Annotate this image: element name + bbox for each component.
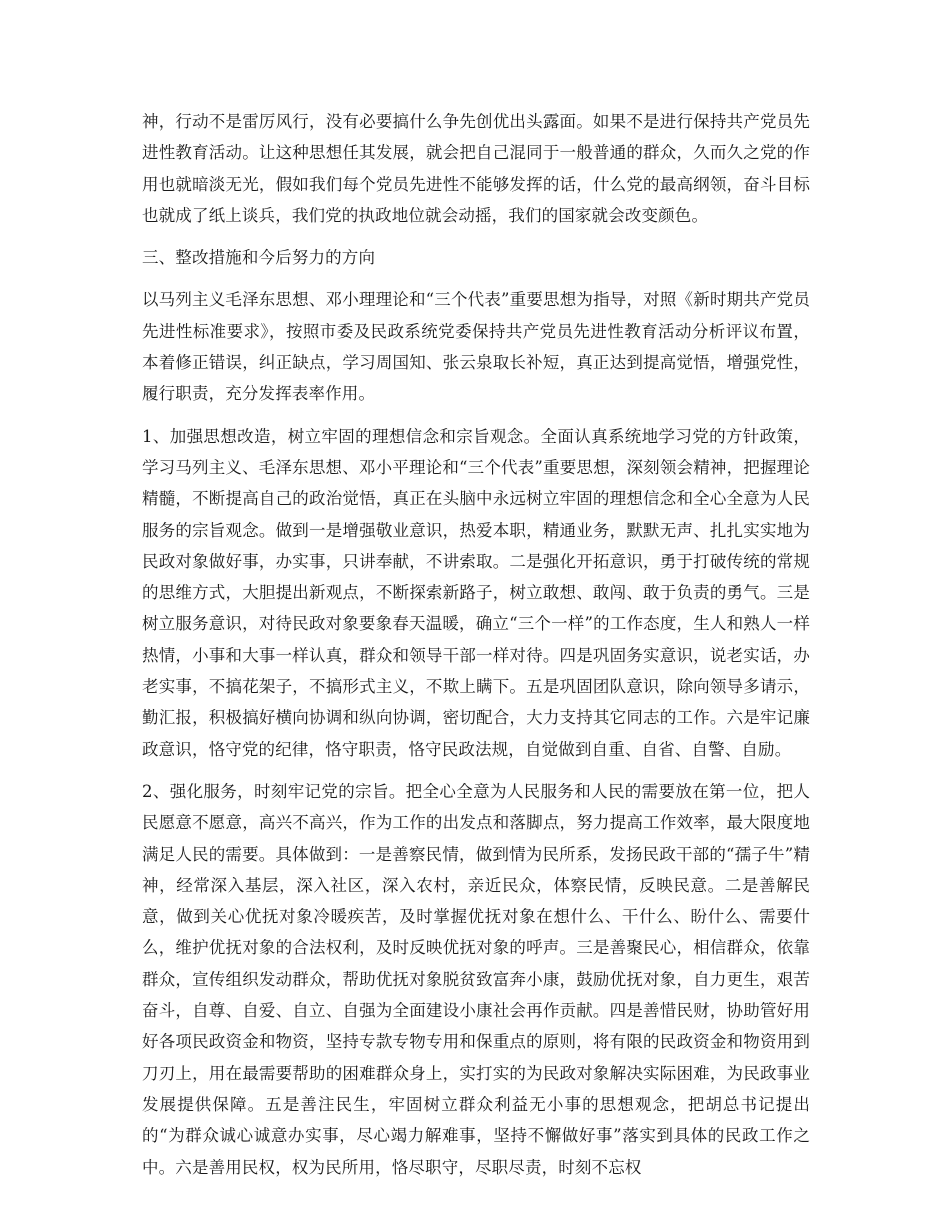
section-heading: 三、整改措施和今后努力的方向 xyxy=(142,248,376,268)
paragraph-measure-2: 2、强化服务，时刻牢记党的宗旨。把全心全意为人民服务和人民的需要放在第一位，把人民愿意不愿意，高兴不高兴，作为工作的出发点和落脚点，努力提高工作效率，最大限度地满足人民的需要。具体做到：一是善察民情，做到情为民所系，发扬民政干部的“孺子牛”精神，经常深入基层，深入社区，深入农村，亲近民众，体察民情，反映民意。二是善解民意，做到关心优抚对象冷暖疾苦，及时掌握优抚对象在想什么、干什么、盼什么、需要什么，维护优抚对象的合法权利，及时反映优抚对象的呼声。三是善聚民心，相信群众，依靠群众，宣传组织发动群众，帮助优抚对象脱贫致富奔小康，鼓励优抚对象，自力更生，艰苦奋斗，自尊、自爱、自立、自强为全面建设小康社会再作贡献。四是善惜民财，协助管好用好各项民政资金和物资，坚持专款专物专用和保重点的原则，将有限的民政资金和物资用到刀刃上，用在最需要帮助的困难群众身上，实打实的为民政对象解决实际困难，为民政事业发展提供保障。五是善注民生，牢固树立群众利益无小事的思想观念，把胡总书记提出的“为群众诚心诚意办实事，尽心竭力解难事，坚持不懈做好事”落实到具体的民政工作之中。六是善用民权，权为民所用，恪尽职守，尽职尽责，时刻不忘权 xyxy=(142,781,810,1177)
document-page xyxy=(142,106,810,1194)
paragraph-measure-1: 1、加强思想改造，树立牢固的理想信念和宗旨观念。全面认真系统地学习党的方针政策，学习马列主义、毛泽东思想、邓小平理论和“三个代表”重要思想，深刻领会精神，把握理论精髓，不断提高自己的政治觉悟，真正在头脑中永远树立牢固的理想信念和全心全意为人民服务的宗旨观念。做到一是增强敬业意识，热爱本职，精通业务，默默无声、扎扎实实地为民政对象做好事，办实事，只讲奉献，不讲索取。二是强化开拓意识，勇于打破传统的常规的思维方式，大胆提出新观点，不断探索新路子，树立敢想、敢闯、敢于负责的勇气。三是树立服务意识，对待民政对象要象春天温暖，确立“三个一样”的工作态度，生人和熟人一样热情，小事和大事一样认真，群众和领导干部一样对待。四是巩固务实意识，说老实话，办老实事，不搞花架子，不搞形式主义，不欺上瞒下。五是巩固团队意识，除向领导多请示，勤汇报，积极搞好横向协调和纵向协调，密切配合，大力支持其它同志的工作。六是牢记廉政意识，恪守党的纪律，恪守职责，恪守民政法规，自觉做到自重、自省、自警、自励。 xyxy=(142,426,810,759)
paragraph-guiding-principles: 以马列主义毛泽东思想、邓小理理论和“三个代表”重要思想为指导，对照《新时期共产党员先进性标准要求》，按照市委及民政系统党委保持共产党员先进性教育活动分析评议布置，本着修正错误，纠正缺点，学习周国知、张云泉取长补短，真正达到提高觉悟，增强党性，履行职责，充分发挥表率作用。 xyxy=(142,290,810,404)
paragraph-continuation: 神，行动不是雷厉风行，没有必要搞什么争先创优出头露面。如果不是进行保持共产党员先进性教育活动。让这种思想任其发展，就会把自己混同于一般普通的群众，久而久之党的作用也就暗淡无光，假如我们每个党员先进性不能够发挥的话，什么党的最高纲领，奋斗目标也就成了纸上谈兵，我们党的执政地位就会动摇，我们的国家就会改变颜色。 xyxy=(142,112,810,225)
